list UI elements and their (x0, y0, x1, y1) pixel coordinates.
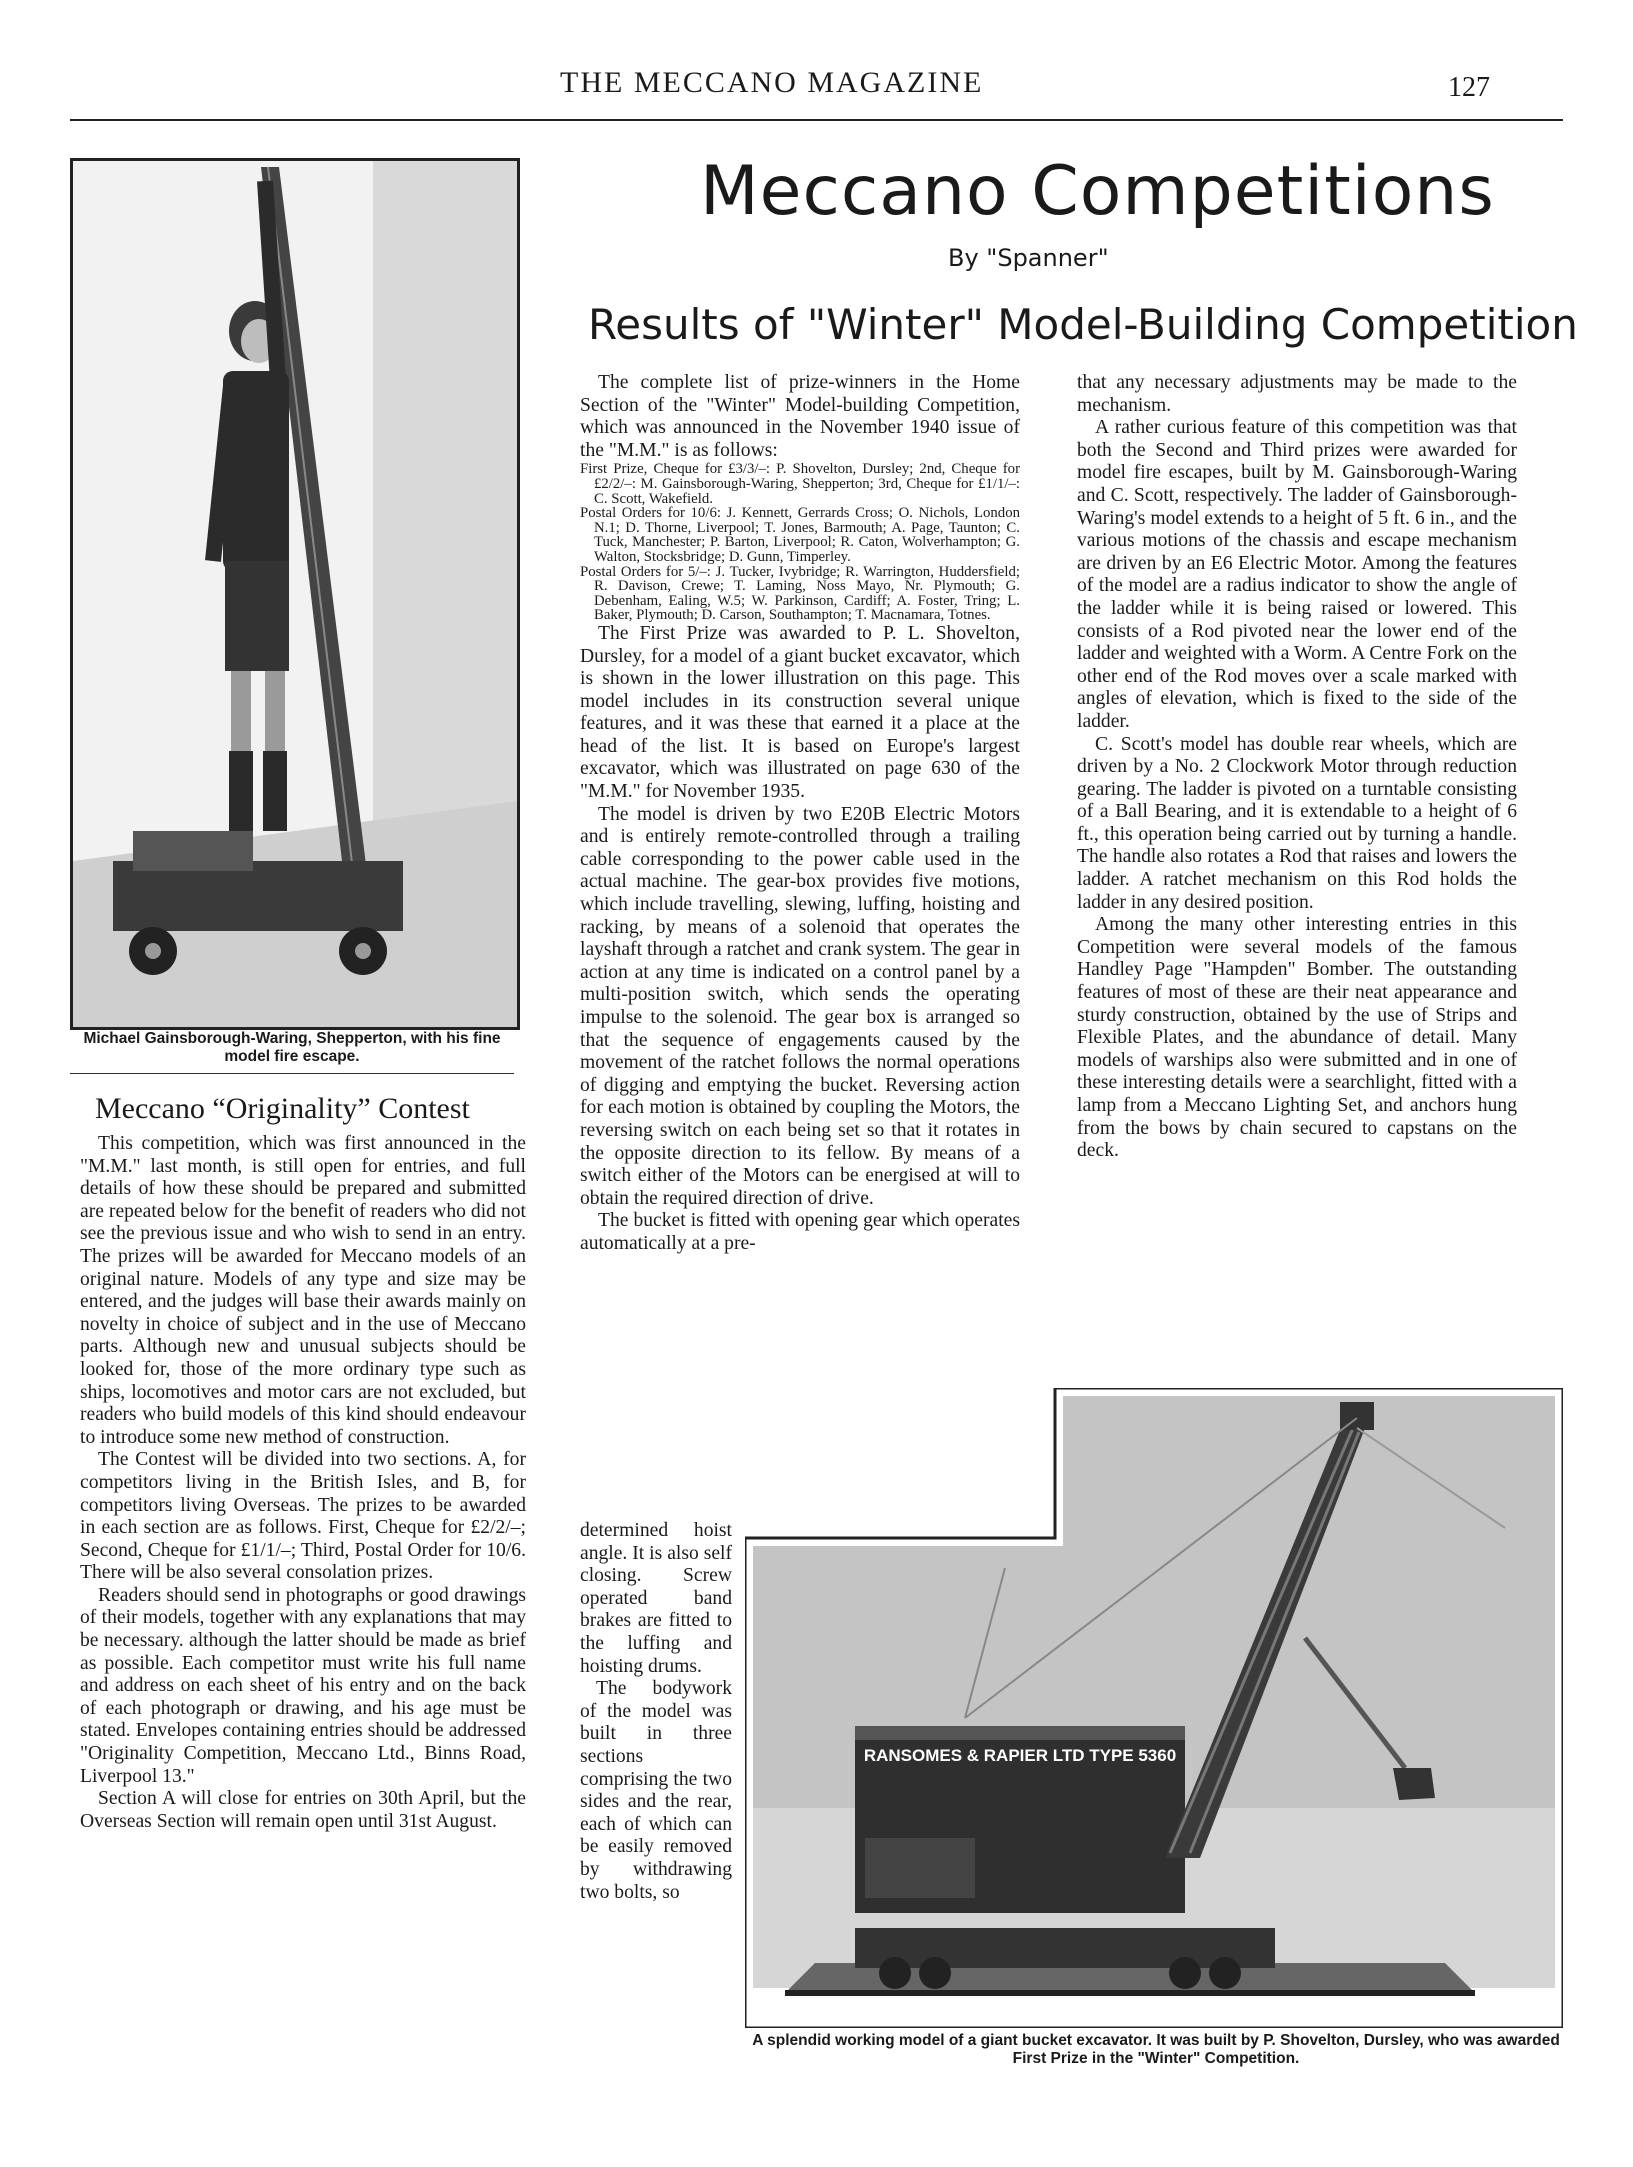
results-intro: The complete list of prize-winners in the Home Section of the "Winter" Model-building Competition, which was announced in the November 1940 issue of the "M.M." is as follows: (580, 372, 1020, 461)
contest-heading: Meccano “Originality” Contest (95, 1092, 470, 1125)
results-paragraph: C. Scott's model has double rear wheels, which are driven by a No. 2 Clockwork Motor through reduction gearing. The ladder is pivoted on a turntable consisting of a Ball Bearing, and it is extendable to a height of 6 ft., this operation being carried out by turning a handle. The handle also rotates a Rod that raises and lowers the ladder. A ratchet mechanism on this Rod holds the ladder in any desired position. (1077, 733, 1517, 913)
results-paragraph: The model is driven by two E20B Electric Motors and is entirely remote-controlled through a trailing cable corresponding to the power cable used in the actual machine. The gear-box provides five motions, which include travelling, slewing, luffing, hoisting and racking, by means of a solenoid that operates the layshaft through a ratchet and crank system. The gear in action at any time is indicated on a control panel by a multi-position switch, which sends the operating impulse to the solenoid. The gear box is arranged so that the sequence of engagements caused by the movement of the ratchet follows the normal operations of digging and emptying the bucket. Reversing action for each motion is obtained by coupling the Motors, the reversing switch on each being set so that it rotates in the opposite direction to its fellow. By means of a switch either of the Motors can be energised at will to obtain the required direction of drive. (580, 803, 1020, 1209)
fire-escape-illustration (73, 161, 517, 1027)
results-paragraph: A rather curious feature of this competition was that both the Second and Third prizes were awarded for model fire escapes, built by M. Gainsborough-Waring and C. Scott, respectively. The ladder of Gainsborough-Waring's model extends to a height of 5 ft. 6 in., and the various motions of the chassis and escape mechanism are driven by an E6 Electric Motor. Among the features of the model are a radius indicator to show the angle of the ladder while it is being raised or lowered. This consists of a Rod pivoted near the lower end of the ladder and weighted with a Worm. A Centre Fork on the other end of the Rod moves over a scale marked with angles of elevation, which is fixed to the side of the ladder. (1077, 417, 1517, 732)
magazine-title: THE MECCANO MAGAZINE (560, 66, 984, 99)
excavator-caption: A splendid working model of a giant bucket excavator. It was built by P. Shovelton, Dursley, who was awarded First Prize in the "Winter" Competition. (752, 2032, 1560, 2067)
prize-list: First Prize, Cheque for £3/3/–: P. Shovelton, Dursley; 2nd, Cheque for £2/2/–: M. Gainsborough-Waring, Shepperton; 3rd, Cheque for £1/1/–: C. Scott, Wakefield. (580, 461, 1020, 507)
fire-escape-photo (70, 158, 520, 1030)
contest-paragraph: This competition, which was first announced in the "M.M." last month, is still open for entries, and full details of how these should be prepared and submitted are repeated below for the benefit of readers who did not see the previous issue and who wish to send in an entry. The prizes will be awarded for Meccano models of an original nature. Models of any type and size may be entered, and the judges will base their awards mainly on novelty in choice of subject and in the use of Meccano parts. Although new and unusual subjects should be looked for, those of the more ordinary type such as ships, locomotives and motor cars are not excluded, but readers who build models of this kind should endeavour to introduce some new method of construction. (80, 1133, 526, 1448)
contest-column (80, 1133, 526, 1833)
results-paragraph: Among the many other interesting entries in this Competition were several models of the famous Handley Page "Hampden" Bomber. The outstanding features of most of these are their neat appearance and sturdy construction, obtained by the use of Strips and Flexible Plates, and the abundance of detail. Many models of warships also were submitted and in one of these interesting details were a searchlight, fitted with a lamp from a Meccano Lighting Set, and anchors hung from the bows by chain secured to capstans on the deck. (1077, 914, 1517, 1162)
article-subtitle: Results of "Winter" Model-Building Competition (588, 300, 1578, 349)
contest-paragraph: The Contest will be divided into two sections. A, for competitors living in the British Isles, and B, for competitors living Overseas. The prizes to be awarded in each section are as follows. First, Cheque for £2/2/–; Second, Cheque for £1/1/–; Third, Postal Order for 10/6. There will be also several consolation prizes. (80, 1449, 526, 1584)
page-number: 127 (1448, 72, 1490, 103)
article-byline: By "Spanner" (948, 244, 1109, 272)
results-paragraph: that any necessary adjustments may be made to the mechanism. (1077, 372, 1517, 416)
excavator-photo (745, 1388, 1563, 2040)
section-divider (70, 1073, 514, 1074)
prize-list: Postal Orders for 10/6: J. Kennett, Gerrards Cross; O. Nichols, London N.1; D. Thorne, Liverpool; T. Jones, Barmouth; A. Page, Taunton; C. Tuck, Manchester; P. Barton, Liverpool; R. Caton, Wolverhampton; G. Walton, Stocksbridge; D. Gunn, Timperley. (580, 505, 1020, 565)
results-paragraph: The First Prize was awarded to P. L. Shovelton, Dursley, for a model of a giant bucket excavator, which is shown in the lower illustration on this page. This model includes in its construction several unique features, and it was these that earned it a place at the head of the list. It is based on Europe's largest excavator, which was illustrated on page 630 of the "M.M." for November 1935. (580, 622, 1020, 803)
prize-list: Postal Orders for 5/–: J. Tucker, Ivybridge; R. Warrington, Huddersfield; R. Davison, Crewe; T. Laming, Noss Mayo, Nr. Plymouth; G. Debenham, Ealing, W.5; W. Parkinson, Cardiff; A. Foster, Tring; L. Baker, Plymouth; D. Carson, Southampton; T. Macnamara, Totnes. (580, 563, 1020, 624)
results-paragraph: The bucket is fitted with opening gear which operates automatically at a pre- (580, 1210, 1020, 1254)
excavator-illustration (745, 1388, 1563, 2028)
results-paragraph: The bodywork of the model was built in three sections comprising the two sides and the rear, each of which can be easily removed by withdrawing two bolts, so (580, 1678, 732, 1903)
results-paragraph: determined hoist angle. It is also self closing. Screw operated band brakes are fitted to the luffing and hoisting drums. (580, 1520, 732, 1677)
results-column-narrow (580, 1520, 732, 1904)
header-rule (70, 119, 1563, 121)
results-column-right (1077, 372, 1517, 1163)
contest-paragraph: Section A will close for entries on 30th April, but the Overseas Section will remain open until 31st August. (80, 1788, 526, 1832)
excavator-body-lettering: RANSOMES & RAPIER LTD TYPE 5360 (863, 1746, 1177, 1765)
contest-paragraph: Readers should send in photographs or good drawings of their models, together with any explanations that may be necessary. although the latter should be made as brief as possible. Each competitor must write his full name and address on each sheet of his entry and on the back of each photograph or drawing, and his age must be stated. Envelopes containing entries should be addressed "Originality Competition, Meccano Ltd., Binns Road, Liverpool 13." (80, 1584, 526, 1787)
article-title: Meccano Competitions (700, 152, 1495, 231)
results-column-middle (580, 372, 1020, 1256)
fire-escape-caption: Michael Gainsborough-Waring, Shepperton, with his fine model fire escape. (83, 1030, 501, 1065)
